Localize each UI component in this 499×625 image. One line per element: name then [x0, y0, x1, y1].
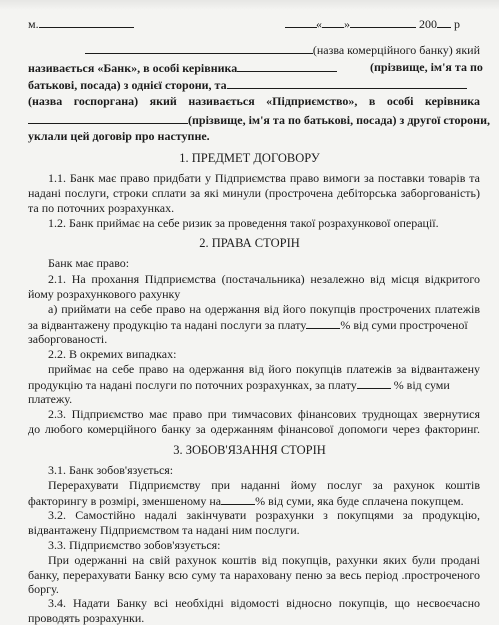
- s2-line-10: платежу.: [28, 392, 73, 406]
- s1-line-3: та по поточних розрахунках.: [28, 201, 175, 215]
- date-close-quote: »: [344, 17, 350, 31]
- s2-line-9: продукцію та надані послуги по поточних розрахунках, за плату % від суми: [28, 378, 450, 392]
- s2-line-4: а) приймати на себе право на одержання від його покупців прострочених платежів: [48, 302, 480, 316]
- intro-line-4: (назва госпоргана) який називається «Підприємство», в особі керівника: [28, 94, 480, 108]
- day-blank: [285, 16, 317, 28]
- intro-line-6: уклали цей договір про наступне.: [28, 129, 210, 143]
- place-prefix: м.: [28, 17, 39, 31]
- s2-line-8: приймає на себе право на одержання від його покупців платежів за відвантажену: [48, 362, 480, 376]
- month-blank: [350, 16, 416, 28]
- s3-line-8: банку, перерахувати Банку всю суму та нараховану пеню за весь період .простроченого: [28, 568, 480, 582]
- s3-line-5: відвантажену Підприємством та надані ним послуги.: [28, 523, 300, 537]
- s1-line-2: надані послуги, строки сплати за які минули (прострочена дебіторська заборгованість): [28, 186, 480, 200]
- intro-line-1: (назва комерційного банку) який: [52, 42, 480, 57]
- s2-line-5: за відвантажену продукцію та надані послуги за плату % від суми простроченої: [28, 318, 468, 332]
- intro-line-3: батькові, посада) з однієї сторони, та: [28, 77, 467, 92]
- s2-line-2: 2.1. На прохання Підприємства (постачальника) незалежно від місця відкритого: [48, 272, 480, 286]
- enterprise-blank: [227, 77, 467, 89]
- date-line-2: [316, 16, 460, 31]
- s3-line-4: 3.2. Самостійно надалі закінчувати розрахунки з покупцями за продукцію,: [48, 508, 480, 522]
- intro-line-2b: (прізвище, ім'я та по: [370, 60, 483, 74]
- s1-line-4: 1.2. Банк приймає на себе ризик за проведення такої розрахункової операції.: [48, 216, 439, 230]
- s2-line-11: 2.3. Підприємство має право при тимчасових фінансових труднощах звернутися: [48, 407, 480, 421]
- date-line: [285, 16, 317, 31]
- year-blank: [437, 16, 451, 28]
- s2-line-12: до любого комерційного банку за одержанням фінансової допомоги через факторинг.: [28, 422, 480, 436]
- date-open-quote: «: [316, 17, 322, 31]
- bank-head-blank: [237, 60, 337, 72]
- intro-line-2: називається «Банк», в особі керівника: [28, 60, 337, 75]
- s3-line-6: 3.3. Підприємство зобов'язується:: [48, 538, 221, 552]
- section3-title: 3. ЗОБОВ'ЯЗАННЯ СТОРІН: [173, 443, 326, 457]
- s2-line-6: заборгованості.: [28, 332, 108, 346]
- s2-line-7: 2.2. В окремих випадках:: [48, 347, 177, 361]
- s3-line-10: 3.4. Надати Банку всі необхідні відомості відносно покупців, що несвоєчасно: [48, 596, 480, 610]
- s1-line-1: 1.1. Банк має право придбати у Підприємства право вимоги за поставки товарів та: [48, 171, 480, 185]
- s2-line-3: йому розрахункового рахунку: [28, 287, 181, 301]
- s2-line-1: Банк має право:: [48, 256, 130, 270]
- intro-line-5: (прізвище, ім'я та по батькові, посада) з другої сторони,: [28, 112, 490, 127]
- s3-line-9: боргу.: [28, 582, 59, 596]
- top-scan-shadow: [0, 0, 499, 10]
- s3-line-1: 3.1. Банк зобов'язується:: [48, 463, 174, 477]
- s3-line-3: факторингу в розмірі, зменшеному на % від суми, яка буде сплачена покупцем.: [28, 494, 464, 508]
- year-label: 200: [419, 17, 437, 31]
- place-line: [28, 16, 134, 31]
- year-suffix: р: [454, 17, 460, 31]
- s3-line-11: проводять розрахунки.: [28, 611, 145, 625]
- s3-line-2: Перерахувати Підприємству при наданні йому послуг за рахунок коштів: [48, 478, 480, 492]
- place-blank: [39, 16, 134, 28]
- day-number-blank: [322, 16, 344, 28]
- fee-percent-blank-1: [306, 317, 340, 329]
- section1-title: 1. ПРЕДМЕТ ДОГОВОРУ: [179, 151, 320, 165]
- fee-percent-blank-2: [357, 377, 391, 389]
- section2-title: 2. ПРАВА СТОРІН: [199, 236, 300, 250]
- bank-name-blank: [85, 42, 313, 54]
- discount-percent-blank: [221, 493, 255, 505]
- s3-line-7: При одержанні на свій рахунок коштів від покупців, рахунки яких були продані: [48, 553, 480, 567]
- enterprise-head-blank: [28, 112, 188, 124]
